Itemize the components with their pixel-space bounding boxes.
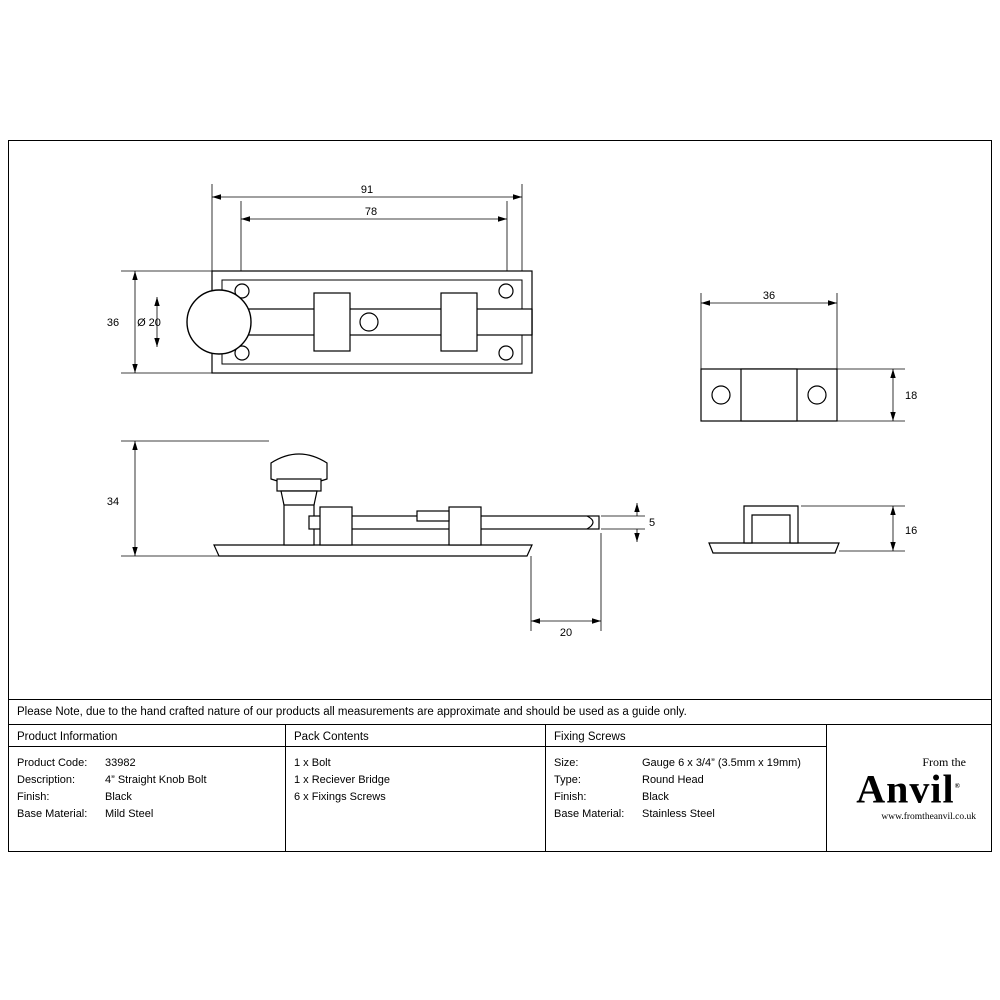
fixing-screws-panel bbox=[546, 725, 827, 852]
list-item: 1 x Bolt bbox=[294, 757, 331, 769]
dim-label-16: 16 bbox=[905, 525, 918, 537]
bridge-plan-view bbox=[701, 369, 837, 421]
table-row bbox=[554, 755, 826, 772]
pack-contents-title: Pack Contents bbox=[286, 725, 545, 747]
bolt-plan-view bbox=[187, 271, 532, 373]
list-item: 1 x Reciever Bridge bbox=[294, 774, 390, 786]
dim-label-91: 91 bbox=[360, 184, 374, 196]
technical-drawing-sheet bbox=[8, 140, 992, 852]
dim-label-18: 18 bbox=[905, 390, 918, 402]
screw-finish-value: Black bbox=[642, 791, 669, 803]
table-row bbox=[554, 772, 826, 789]
screw-base-material-label: Base Material: bbox=[554, 808, 625, 820]
dimension-bolt-side-height-34 bbox=[107, 441, 269, 556]
description-value: 4” Straight Knob Bolt bbox=[105, 774, 207, 786]
finish-value: Black bbox=[105, 791, 132, 803]
screw-type-value: Round Head bbox=[642, 774, 704, 786]
drawing-svg bbox=[9, 141, 991, 699]
screw-base-material-value: Stainless Steel bbox=[642, 808, 715, 820]
product-information-panel bbox=[9, 725, 286, 852]
dim-label-bridge-36: 36 bbox=[762, 290, 776, 302]
dim-label-diameter-20: Ø 20 bbox=[137, 317, 161, 329]
logo-brand-name: Anvil bbox=[856, 766, 955, 812]
brand-logo-panel bbox=[827, 725, 990, 852]
table-row bbox=[554, 806, 826, 823]
finish-label: Finish: bbox=[17, 791, 50, 803]
table-row bbox=[17, 755, 285, 772]
screw-size-label: Size: bbox=[554, 757, 579, 769]
table-row bbox=[17, 806, 285, 823]
fixing-screws-title: Fixing Screws bbox=[546, 725, 826, 747]
screw-type-label: Type: bbox=[554, 774, 581, 786]
dim-label-20: 20 bbox=[559, 627, 573, 639]
screw-size-value: Gauge 6 x 3/4” (3.5mm x 19mm) bbox=[642, 757, 801, 769]
logo-brand-text bbox=[856, 766, 961, 812]
pack-contents-panel bbox=[286, 725, 546, 852]
dimension-bolt-thickness-5 bbox=[601, 503, 655, 542]
dim-label-5: 5 bbox=[649, 517, 656, 529]
dim-label-78: 78 bbox=[364, 206, 378, 218]
logo-from-the-text: From the bbox=[922, 755, 966, 770]
table-row bbox=[17, 772, 285, 789]
screw-finish-label: Finish: bbox=[554, 791, 587, 803]
dimension-bolt-projection-20 bbox=[531, 533, 601, 639]
product-code-value: 33982 bbox=[105, 757, 136, 769]
dimension-bridge-height-18 bbox=[837, 369, 917, 421]
product-code-label: Product Code: bbox=[17, 757, 88, 769]
bridge-side-view bbox=[709, 506, 839, 553]
registered-trademark-icon: ® bbox=[954, 782, 961, 791]
list-item: 6 x Fixings Screws bbox=[294, 791, 386, 803]
product-information-title: Product Information bbox=[9, 725, 285, 747]
dimension-bolt-overall-91 bbox=[212, 184, 522, 271]
logo-website-url: www.fromtheanvil.co.uk bbox=[881, 811, 976, 822]
dimension-bridge-width-36 bbox=[701, 290, 837, 369]
dim-label-34: 34 bbox=[106, 496, 120, 508]
base-material-value: Mild Steel bbox=[105, 808, 154, 820]
information-table bbox=[9, 725, 991, 852]
table-row bbox=[554, 789, 826, 806]
dim-label-36: 36 bbox=[106, 317, 120, 329]
description-label: Description: bbox=[17, 774, 76, 786]
dimension-bolt-plate-78 bbox=[241, 201, 507, 271]
dimension-knob-diameter bbox=[137, 297, 161, 347]
table-row bbox=[17, 789, 285, 806]
bolt-side-view bbox=[214, 454, 599, 556]
measurement-note: Please Note, due to the hand crafted nature of our products all measurements are approximate and should be used as a guide only. bbox=[9, 699, 991, 725]
drawing-area bbox=[9, 141, 991, 699]
base-material-label: Base Material: bbox=[17, 808, 88, 820]
